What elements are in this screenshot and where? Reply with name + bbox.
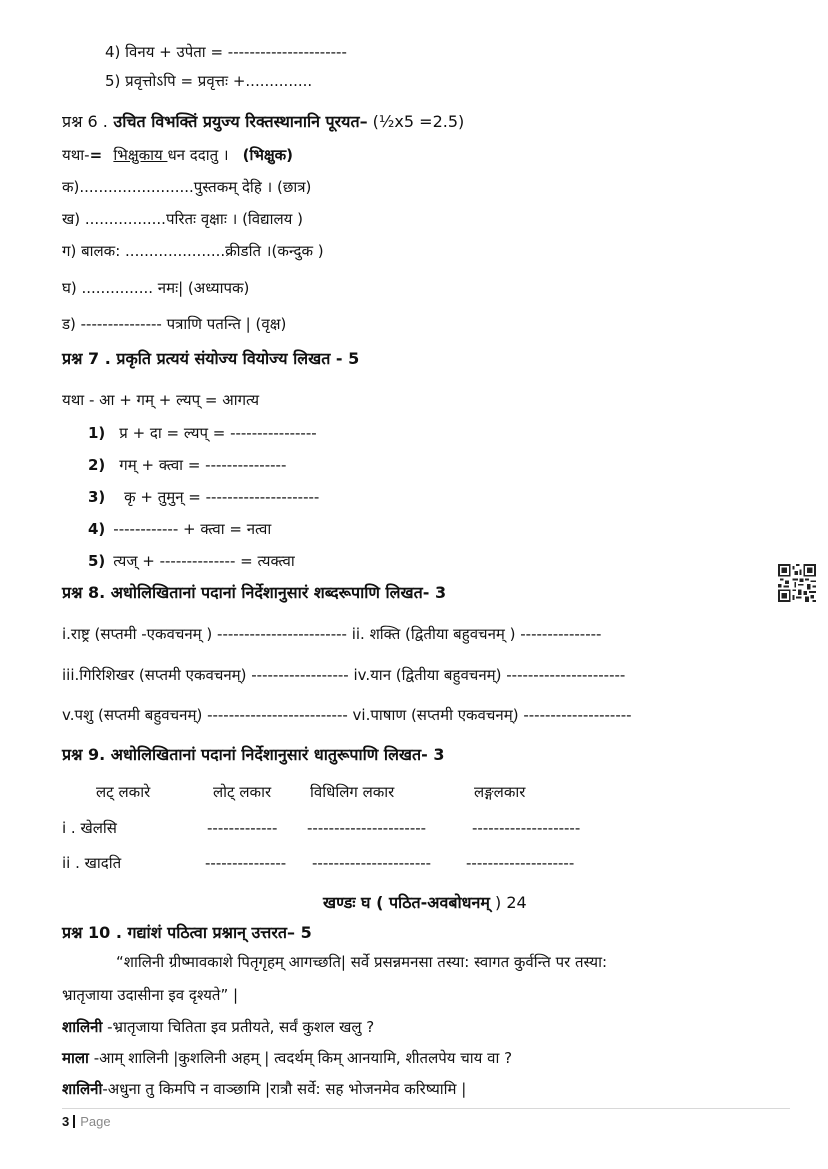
speaker-name: शालिनी [62, 1080, 103, 1098]
footer-divider [62, 1108, 790, 1109]
q6-example-answer: भिक्षुकाय [113, 146, 168, 164]
q9-row-word: i . खेलसि [62, 819, 117, 837]
q6-marks: (½x5 =2.5) [367, 112, 465, 131]
q6-example-eq: = [89, 146, 108, 164]
q7-item-4 [88, 519, 271, 539]
q10-dialogue-1 [62, 1017, 374, 1037]
speaker-name: शालिनी [62, 1018, 103, 1036]
section-title: खण्डः घ ( पठित-अवबोधनम् [323, 893, 490, 912]
q6-example-rest: धन ददातु । [167, 146, 229, 164]
q7-item-5 [88, 551, 295, 571]
q7-item-text: ------------ + क्त्वा = नत्वा [113, 520, 272, 538]
q10-title: प्रश्न 10 . गद्यांशं पठित्वा प्रश्नान् उत्तरत– 5 [62, 923, 312, 942]
q6-title: उचित विभक्तिं प्रयुज्य रिक्तस्थानानि पूरयत– [107, 112, 368, 131]
q6-label: प्रश्न 6 . [62, 112, 108, 131]
q7-item-text: त्यज् + -------------- = त्यक्त्वा [113, 552, 295, 570]
section-heading [323, 893, 527, 913]
q9-header-lot: लोट् लकार [213, 783, 272, 801]
q7-example: यथा - आ + गम् + ल्यप् = आगत्य [62, 391, 260, 409]
dialogue-text: -भ्रातृजाया चितिता इव प्रतीयते, सर्वं कुशल खलु ? [102, 1018, 375, 1036]
q7-item-number: 1) [88, 424, 106, 442]
footer-separator [73, 1115, 75, 1128]
q7-item-text: कृ + तुमुन् = --------------------- [119, 488, 320, 506]
q7-item-text: गम् + क्त्वा = --------------- [119, 456, 287, 474]
q6-item-kha: ख) .................परितः वृक्षाः । (विद्यालय ) [62, 210, 303, 228]
q9-header-vidhilinga: विधिलिग लकार [310, 783, 395, 801]
section-marks: ) 24 [489, 893, 527, 912]
q6-example-prefix: यथा- [62, 146, 90, 164]
q7-item-3 [88, 487, 319, 507]
q9-row-blank: ---------------------- [307, 819, 427, 837]
q6-item-ga: ग) बालक: .....................क्रीडति ।(कन्दुक ) [62, 242, 324, 260]
q6-item-ka: क)........................पुस्तकम् देहि । (छात्र) [62, 178, 312, 196]
q9-header-lat: लट् लकारे [96, 783, 151, 801]
q8-line-2: iii.गिरिशिखर (सप्तमी एकवचनम्) ------------------ iv.यान (द्वितीया बहुवचनम्) ---------------------- [62, 666, 626, 684]
dialogue-text: -आम् शालिनी |कुशलिनी अहम् | त्वदर्थम् किम् आनयामि, शीतलपेय चाय वा ? [88, 1049, 513, 1067]
q6-item-da: ड) --------------- पत्राणि पतन्ति | (वृक्ष) [62, 315, 287, 333]
q9-row-word: ii . खादति [62, 854, 122, 872]
q8-title: प्रश्न 8. अधोलिखितानां पदानां निर्देशानुसारं शब्दरूपाणि लिखत- 3 [62, 583, 447, 602]
q7-item-number: 3) [88, 488, 106, 506]
q10-dialogue-3 [62, 1079, 466, 1099]
dialogue-text: -अधुना तु किमपि न वाञ्छामि |रात्रौ सर्वे: सह भोजनमेव करिष्यामि | [102, 1080, 467, 1098]
q10-passage-line-2: भ्रातृजाया उदासीना इव दृश्यते” | [62, 986, 239, 1004]
q9-row-blank: ------------- [207, 819, 278, 837]
q10-dialogue-2 [62, 1048, 512, 1068]
q7-item-number: 2) [88, 456, 106, 474]
qr-code-icon [778, 564, 816, 602]
q7-item-number: 5) [88, 552, 106, 570]
q10-passage-line-1: “शालिनी ग्रीष्मावकाशे पितृगृहम् आगच्छति| सर्वे प्रसन्नमनसा तस्या: स्वागत कुर्वन्ति पर तस्या: [116, 953, 608, 971]
q8-line-1: i.राष्ट्र (सप्तमी -एकवचनम् ) ------------------------ ii. शक्ति (द्वितीया बहुवचनम् ) --------------- [62, 625, 602, 643]
q7-item-2 [88, 455, 286, 475]
q9-title: प्रश्न 9. अधोलिखितानां पदानां निर्देशानुसारं धातुरूपाणि लिखत- 3 [62, 745, 445, 764]
q6-example [62, 145, 293, 165]
q9-row-blank: ---------------------- [312, 854, 432, 872]
speaker-name: माला [62, 1049, 89, 1067]
page-number: 3 [62, 1114, 70, 1129]
q7-title: प्रश्न 7 . प्रकृति प्रत्ययं संयोज्य वियोज्य लिखत - 5 [62, 349, 360, 368]
q7-item-text: प्र + दा = ल्यप् = ---------------- [119, 424, 317, 442]
q7-item-number: 4) [88, 520, 106, 538]
q9-header-lang: लङ्गलकार [474, 783, 526, 801]
q9-row-blank: -------------------- [472, 819, 581, 837]
top-item-5: 5) प्रवृत्तोऽपि = प्रवृत्तः +.............. [105, 72, 313, 90]
q6-heading [62, 112, 464, 132]
q8-line-3: v.पशु (सप्तमी बहुवचनम्) -------------------------- vi.पाषाण (सप्तमी एकवचनम्) -------------------- [62, 706, 632, 724]
q9-row-blank: --------------- [205, 854, 287, 872]
page-footer [62, 1114, 111, 1130]
q9-row-blank: -------------------- [466, 854, 575, 872]
page-label: Page [80, 1114, 111, 1129]
q7-item-1 [88, 423, 317, 443]
q6-item-gha: घ) ............... नमः| (अध्यापक) [62, 279, 250, 297]
top-item-4: 4) विनय + उपेता = ---------------------- [105, 43, 347, 61]
q6-example-hint: (भिक्षुक) [242, 146, 294, 164]
